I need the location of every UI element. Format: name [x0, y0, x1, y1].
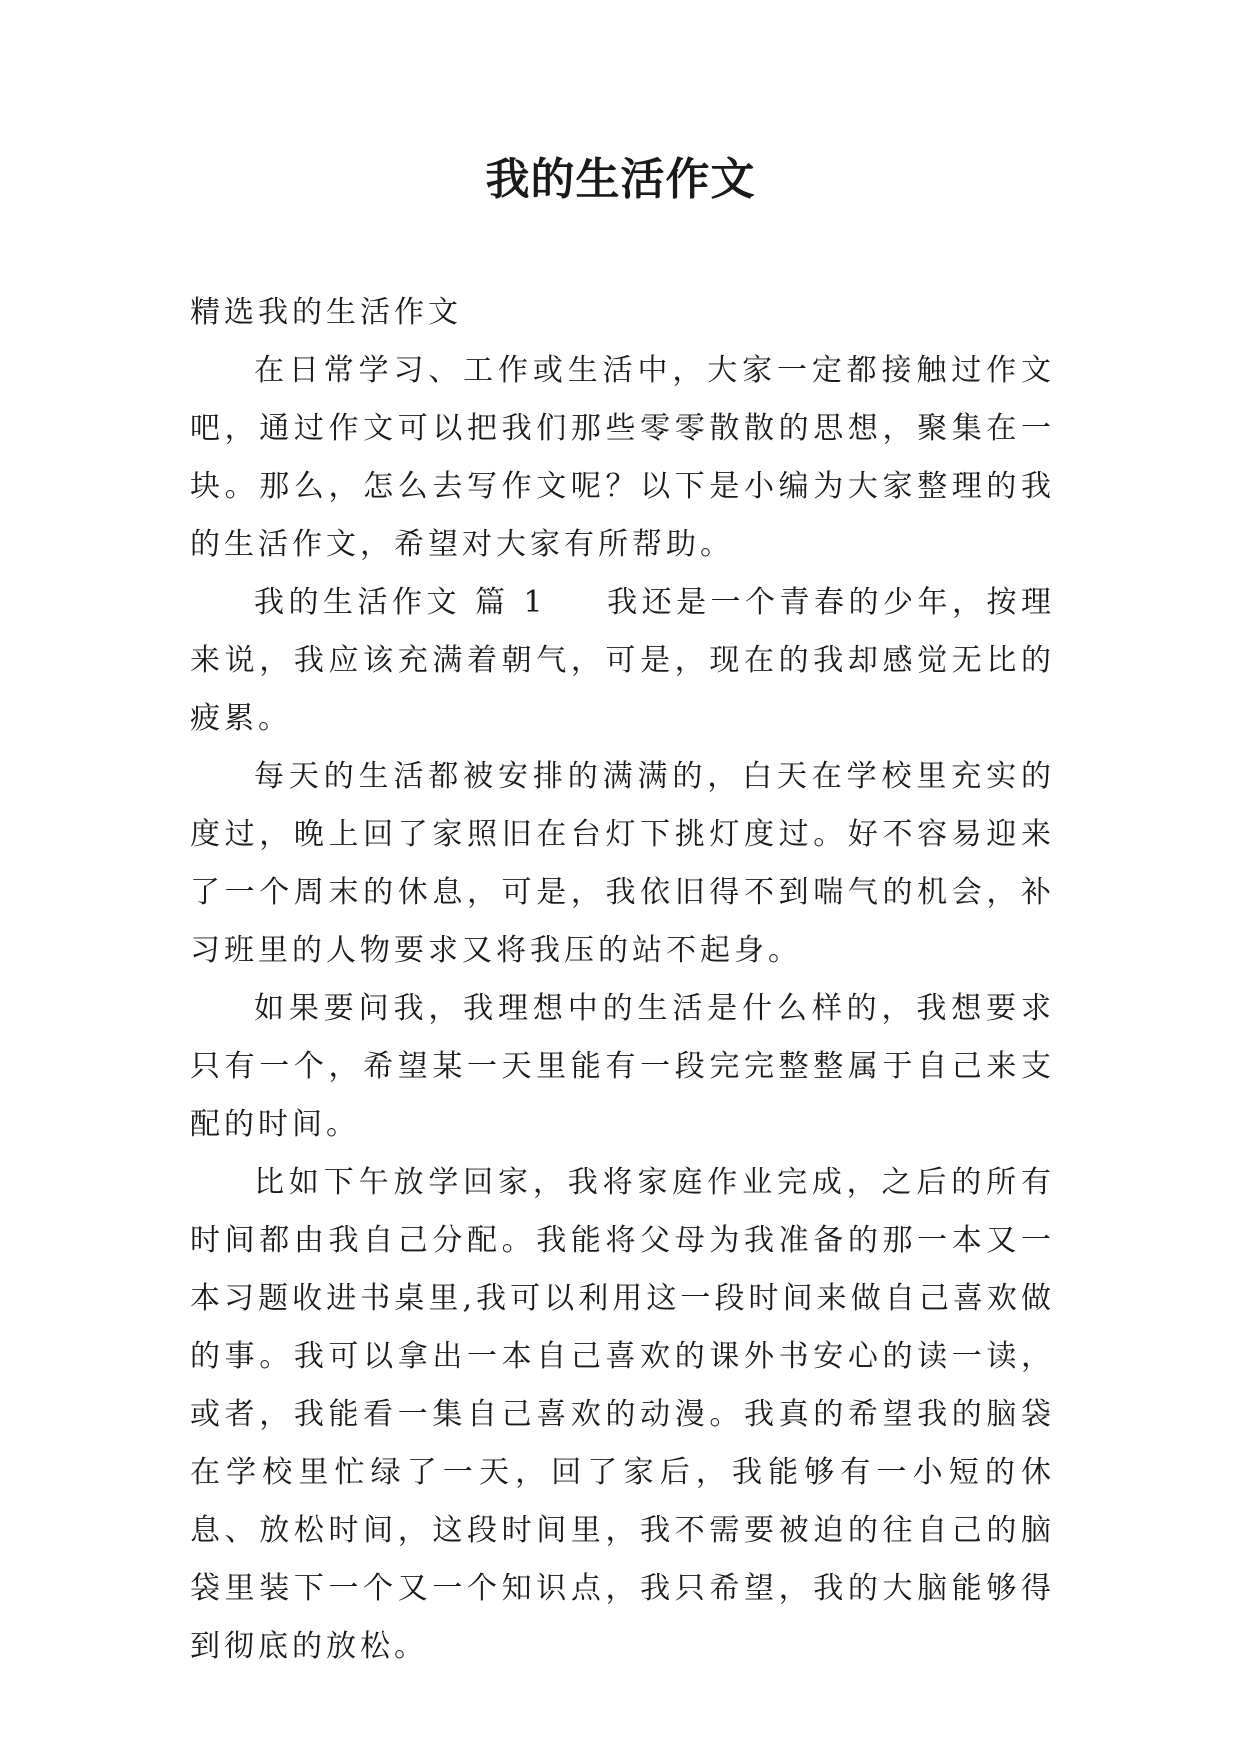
paragraph-intro: 在日常学习、工作或生活中，大家一定都接触过作文吧，通过作文可以把我们那些零零散散的思想，聚集在一块。那么，怎么去写作文呢？以下是小编为大家整理的我的生活作文，希望对大家有所帮助。 — [190, 353, 1055, 562]
document-subtitle: 精选我的生活作文 — [190, 295, 462, 330]
section-1-paragraph — [190, 574, 1055, 748]
paragraph-example: 比如下午放学回家，我将家庭作业完成，之后的所有时间都由我自己分配。我能将父母为我准备的那一本又一本习题收进书桌里,我可以利用这一段时间来做自己喜欢做的事。我可以拿出一本自己喜欢的课外书安心的读一读，或者，我能看一集自己喜欢的动漫。我真的希望我的脑袋在学校里忙绿了一天，回了家后，我能够有一小短的休息、放松时间，这段时间里，我不需要被迫的往自己的脑袋里装下一个又一个知识点，我只希望，我的大脑能够得到彻底的放松。 — [190, 1165, 1055, 1664]
paragraph-daily-life: 每天的生活都被安排的满满的，白天在学校里充实的度过，晚上回了家照旧在台灯下挑灯度过。好不容易迎来了一个周末的休息，可是，我依旧得不到喘气的机会，补习班里的人物要求又将我压的站不起身。 — [190, 759, 1055, 968]
section-1-text: 我还是一个青春的少年，按理来说，我应该充满着朝气，可是，现在的我却感觉无比的疲累。 — [190, 585, 1055, 736]
paragraph-ideal-life: 如果要问我，我理想中的生活是什么样的，我想要求只有一个，希望某一天里能有一段完完整整属于自己来支配的时间。 — [190, 991, 1055, 1142]
document-body — [190, 284, 1055, 1676]
section-1-label: 我的生活作文 篇 1 — [254, 585, 547, 620]
document-title: 我的生活作文 — [485, 154, 756, 205]
